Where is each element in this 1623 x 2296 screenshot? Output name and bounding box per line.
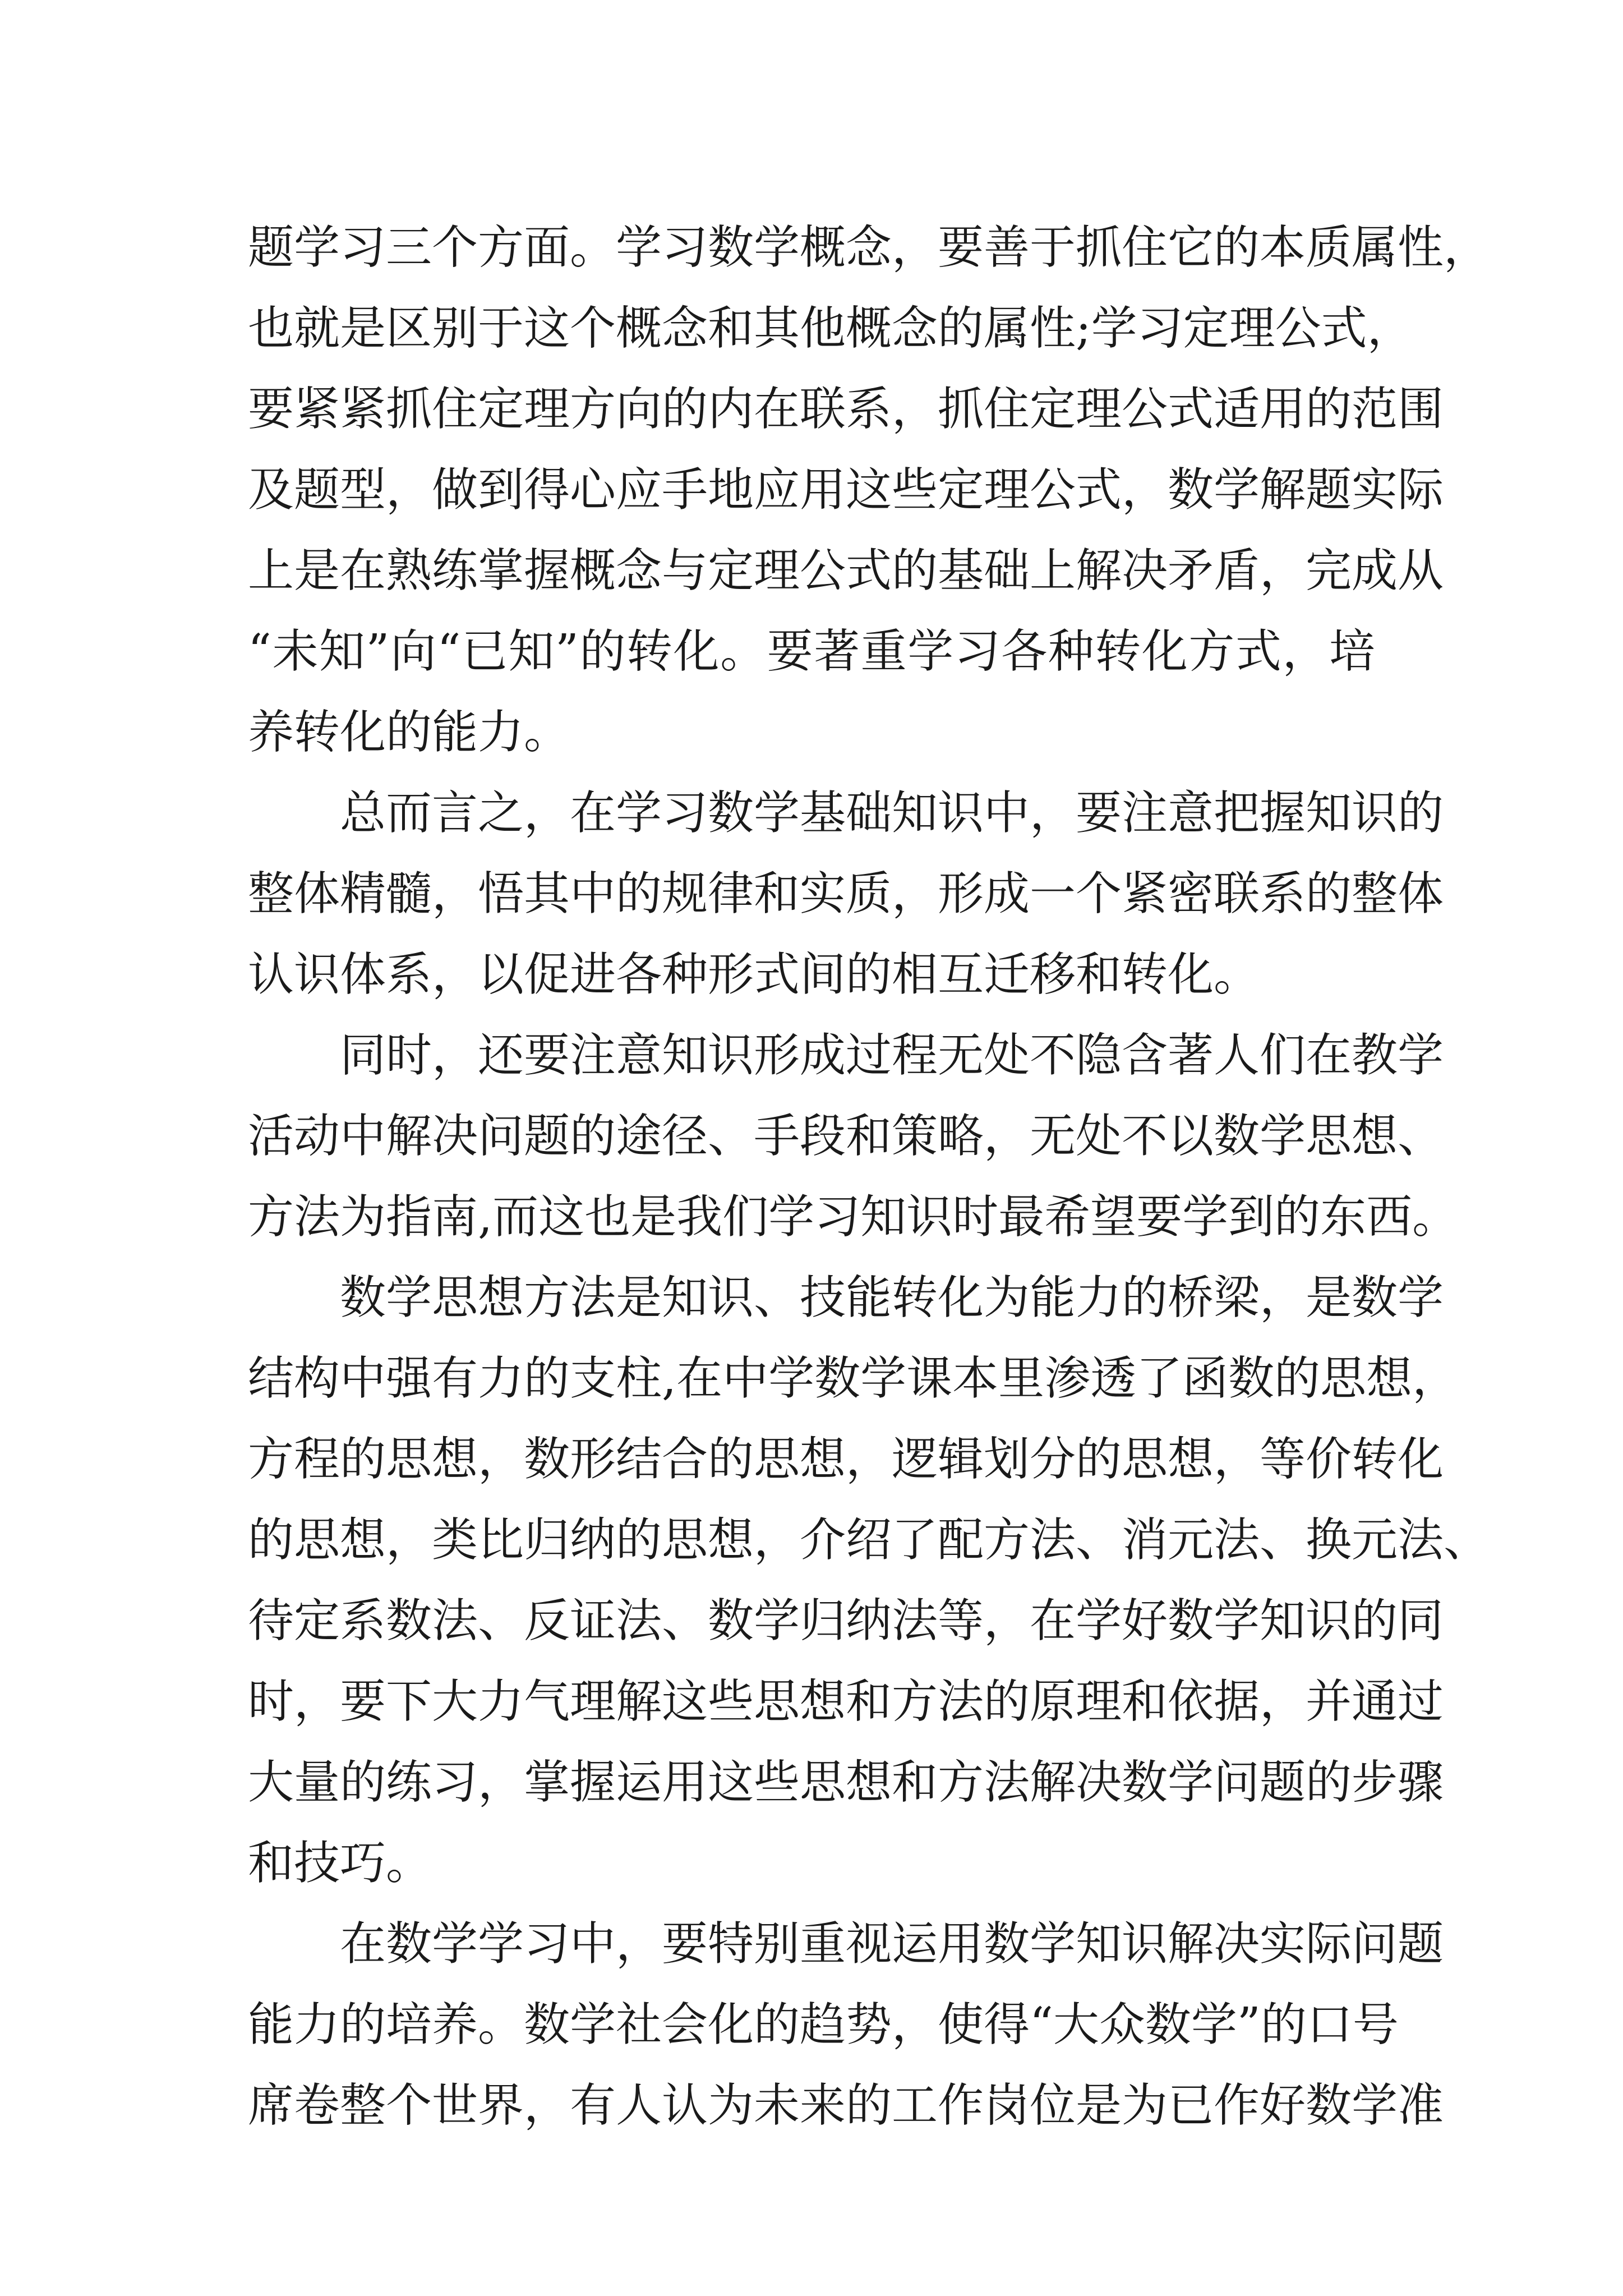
paragraph-3 xyxy=(248,1015,1459,1258)
text-line: 要紧紧抓住定理方向的内在联系，抓住定理公式适用的范围 xyxy=(248,383,1444,436)
text-line: 待定系数法、反证法、数学归纳法等，在学好数学知识的同 xyxy=(248,1594,1444,1648)
text-line: 活动中解决问题的途径、手段和策略，无处不以数学思想、 xyxy=(248,1110,1444,1163)
text-line: 整体精髓，悟其中的规律和实质，形成一个紧密联系的整体 xyxy=(248,867,1444,921)
text-line: 方程的思想，数形结合的思想，逻辑划分的思想，等价转化 xyxy=(248,1433,1444,1486)
text-line: 大量的练习，掌握运用这些思想和方法解决数学问题的步骤 xyxy=(248,1756,1444,1809)
text-line: 题学习三个方面。学习数学概念，要善于抓住它的本质属性， xyxy=(248,221,1490,274)
paragraph-2 xyxy=(248,773,1444,1015)
text-line: 认识体系，以促进各种形式间的相互迁移和转化。 xyxy=(248,948,1260,1001)
paragraph-5 xyxy=(248,1904,1444,2146)
text-line: 养转化的能力。 xyxy=(248,706,570,759)
document-body xyxy=(248,208,1490,2146)
text-line: 时，要下大力气理解这些思想和方法的原理和依据，并通过 xyxy=(248,1675,1444,1728)
text-line: 总而言之，在学习数学基础知识中，要注意把握知识的 xyxy=(340,786,1444,840)
text-line: 能力的培养。数学社会化的趋势，使得“大众数学”的口号 xyxy=(248,1998,1399,2051)
text-line: 数学思想方法是知识、技能转化为能力的桥梁，是数学 xyxy=(340,1271,1444,1324)
text-line: 的思想，类比归纳的思想，介绍了配方法、消元法、换元法、 xyxy=(248,1513,1490,1567)
text-line: 方法为指南,而这也是我们学习知识时最希望要学到的东西。 xyxy=(248,1190,1459,1244)
text-line: 上是在熟练掌握概念与定理公式的基础上解决矛盾，完成从 xyxy=(248,544,1444,597)
text-line: 同时，还要注意知识形成过程无处不隐含著人们在教学 xyxy=(340,1029,1444,1082)
paragraph-1 xyxy=(248,208,1490,773)
paragraph-4 xyxy=(248,1258,1490,1904)
text-line: 也就是区别于这个概念和其他概念的属性;学习定理公式， xyxy=(248,302,1413,355)
text-line: 和技巧。 xyxy=(248,1837,432,1890)
text-line: “未知”向“已知”的转化。要著重学习各种转化方式，培 xyxy=(248,625,1375,678)
text-line: 结构中强有力的支柱,在中学数学课本里渗透了函数的思想， xyxy=(248,1352,1459,1405)
text-line: 在数学学习中，要特别重视运用数学知识解决实际问题 xyxy=(340,1917,1444,1971)
text-line: 席卷整个世界，有人认为未来的工作岗位是为已作好数学准 xyxy=(248,2079,1444,2132)
text-line: 及题型，做到得心应手地应用这些定理公式，数学解题实际 xyxy=(248,463,1444,517)
